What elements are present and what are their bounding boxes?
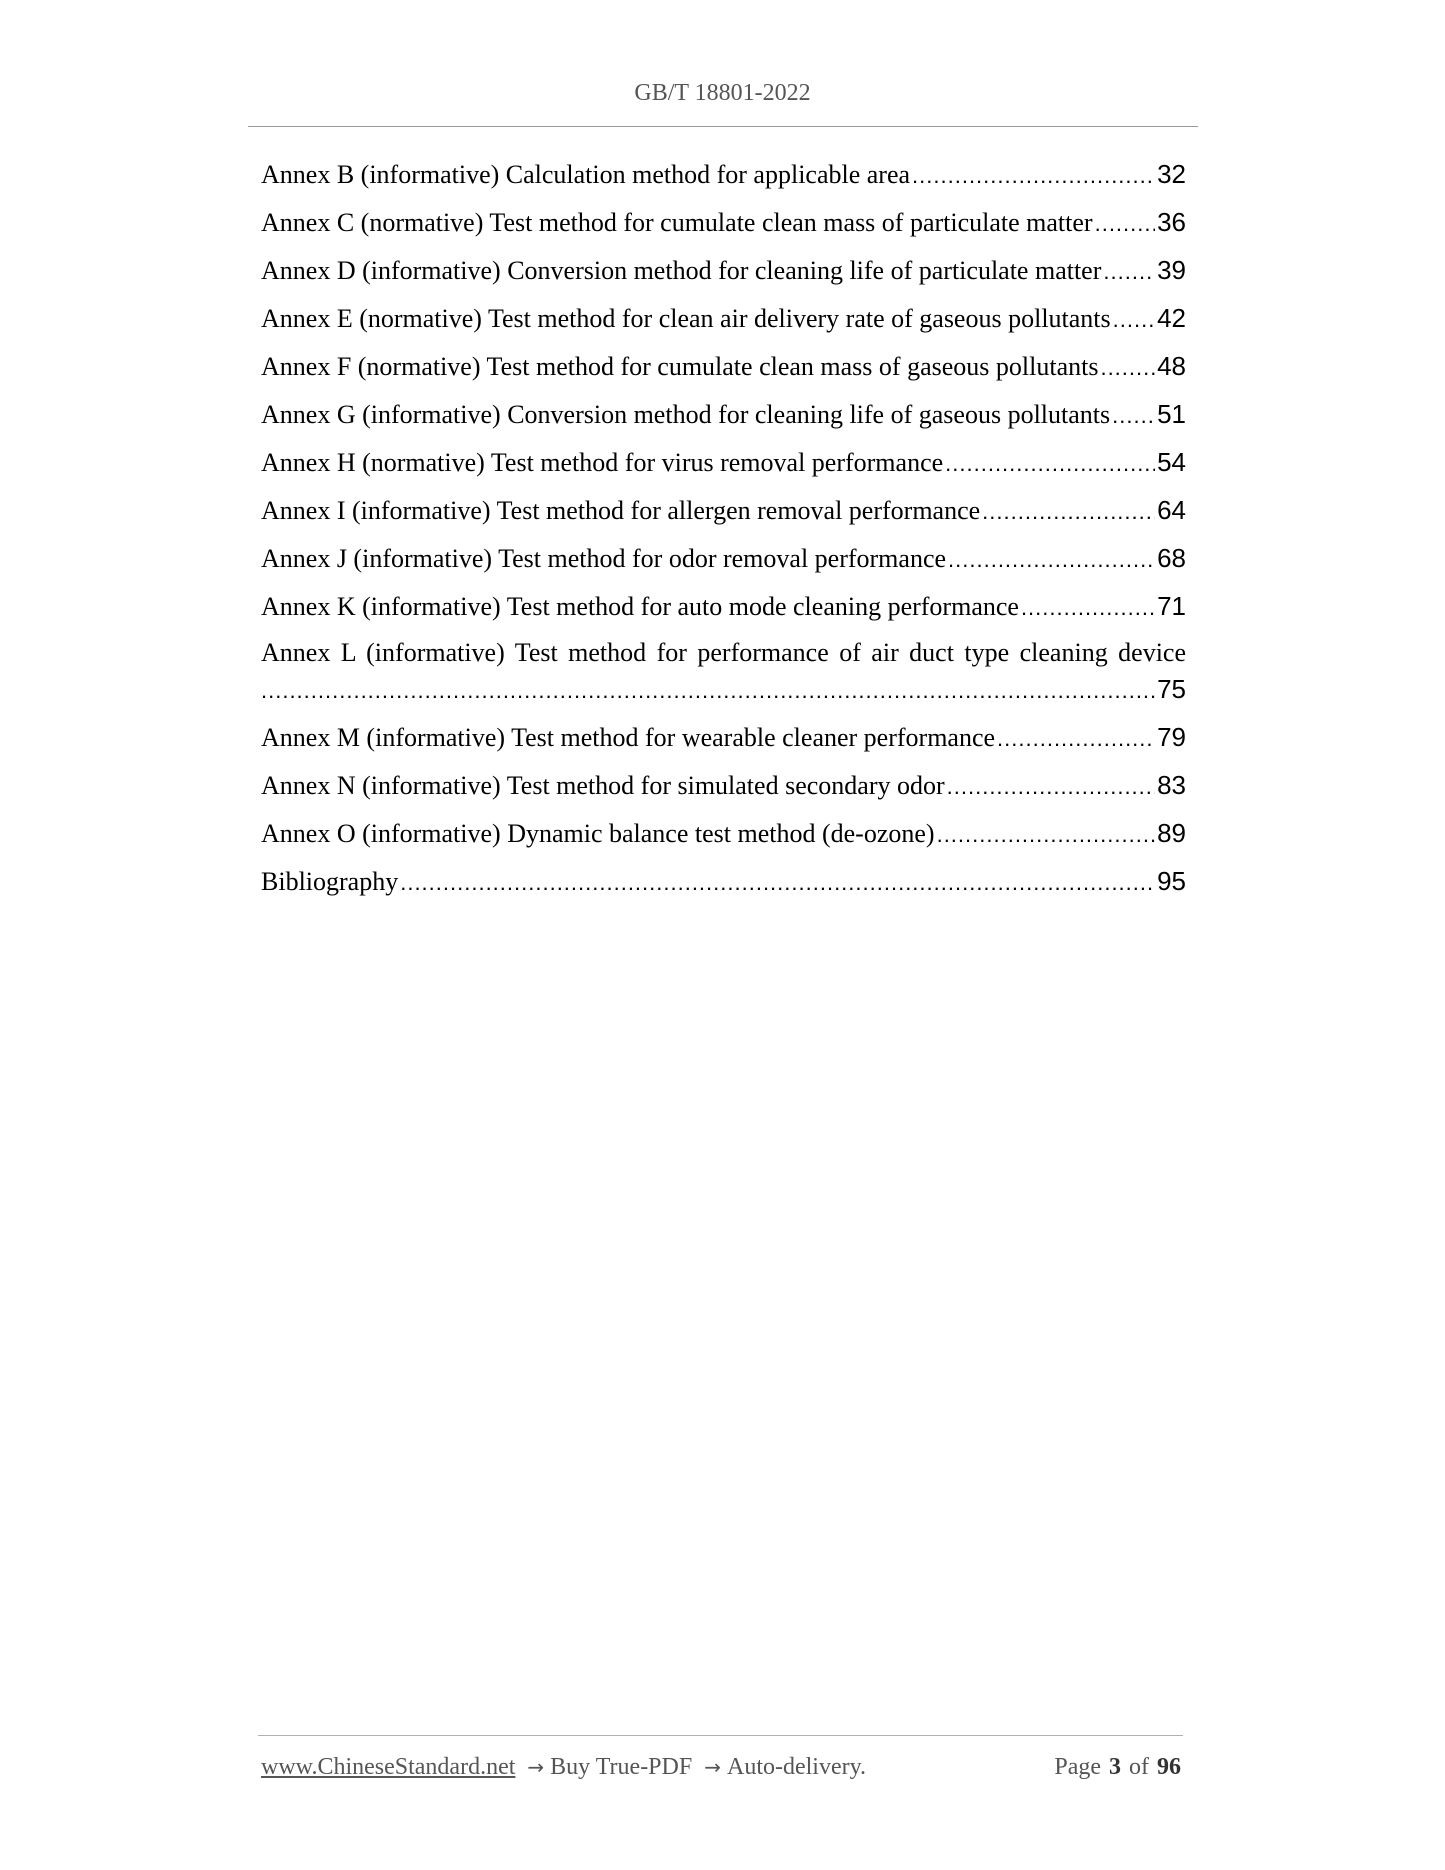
table-of-contents [261, 155, 1186, 910]
toc-entry-bibliography[interactable] [261, 862, 1186, 910]
toc-leader-dots [1100, 349, 1155, 387]
arrow-right-icon: → [704, 1755, 721, 1779]
toc-entry-label: Annex K (informative) Test method for auto mode cleaning performance [261, 592, 1019, 621]
toc-leader-dots [261, 672, 1155, 710]
toc-entry-label: Annex F (normative) Test method for cumulate clean mass of gaseous pollutants [261, 352, 1099, 381]
toc-leader-dots [1095, 205, 1155, 243]
toc-entry-label: Annex D (informative) Conversion method for cleaning life of particulate matter [261, 256, 1102, 285]
current-page-number: 3 [1109, 1754, 1121, 1780]
toc-leader-dots [1112, 397, 1155, 435]
document-id-header: GB/T 18801-2022 [634, 80, 811, 106]
of-word: of [1129, 1754, 1149, 1780]
toc-entry-page: 39 [1157, 255, 1186, 285]
toc-leader-dots [997, 720, 1155, 758]
toc-entry-annex-i[interactable] [261, 491, 1186, 539]
toc-leader-dots [948, 541, 1155, 579]
page-footer [261, 1754, 1181, 1781]
toc-entry-label: Bibliography [261, 867, 399, 896]
toc-entry-label: Annex C (normative) Test method for cumulate clean mass of particulate matter [261, 208, 1093, 237]
toc-entry-annex-j[interactable] [261, 539, 1186, 587]
toc-entry-label: Annex I (informative) Test method for allergen removal performance [261, 496, 981, 525]
toc-entry-page: 75 [1157, 674, 1186, 704]
toc-entry-label: Annex M (informative) Test method for wearable cleaner performance [261, 723, 996, 752]
toc-entry-annex-c[interactable] [261, 203, 1186, 251]
toc-entry-page: 64 [1157, 495, 1186, 525]
toc-leader-dots [982, 493, 1155, 531]
toc-entry-annex-o[interactable] [261, 814, 1186, 862]
toc-entry-page: 79 [1157, 722, 1186, 752]
toc-entry-page: 95 [1157, 866, 1186, 896]
toc-entry-label: Annex E (normative) Test method for clean air delivery rate of gaseous pollutants [261, 304, 1111, 333]
toc-entry-annex-b[interactable] [261, 155, 1186, 203]
toc-entry-annex-h[interactable] [261, 443, 1186, 491]
toc-entry-label: Annex H (normative) Test method for virus removal performance [261, 448, 944, 477]
toc-entry-annex-l[interactable] [261, 635, 1186, 718]
toc-leader-dots [937, 816, 1156, 854]
arrow-right-icon: → [527, 1755, 545, 1779]
toc-entry-page: 71 [1157, 591, 1186, 621]
toc-entry-page: 42 [1157, 303, 1186, 333]
toc-entry-page: 89 [1157, 818, 1186, 848]
toc-entry-annex-k[interactable] [261, 587, 1186, 635]
toc-leader-dots [912, 157, 1155, 195]
toc-entry-label: Annex O (informative) Dynamic balance test method (de-ozone) [261, 819, 935, 848]
page-word: Page [1054, 1754, 1101, 1780]
buy-true-pdf-text: Buy True-PDF [550, 1754, 693, 1780]
website-link[interactable]: www.ChineseStandard.net [261, 1754, 516, 1780]
toc-leader-dots [1113, 301, 1155, 339]
toc-entry-label: Annex B (informative) Calculation method for applicable area [261, 160, 911, 189]
toc-entry-page: 48 [1157, 351, 1186, 381]
toc-entry-annex-f[interactable] [261, 347, 1186, 395]
total-page-count: 96 [1157, 1754, 1181, 1780]
toc-entry-page: 54 [1157, 447, 1186, 477]
page-number-indicator [1054, 1754, 1181, 1781]
toc-entry-page: 36 [1157, 207, 1186, 237]
toc-entry-page: 68 [1157, 543, 1186, 573]
toc-entry-label: Annex J (informative) Test method for odor removal performance [261, 544, 947, 573]
toc-entry-page: 32 [1157, 159, 1186, 189]
footer-promo [261, 1754, 866, 1781]
toc-leader-dots [947, 768, 1155, 806]
toc-entry-annex-n[interactable] [261, 766, 1186, 814]
header-divider [248, 126, 1198, 127]
toc-leader-dots [1021, 589, 1155, 627]
toc-entry-page: 51 [1157, 399, 1186, 429]
footer-divider [258, 1735, 1183, 1736]
toc-entry-label: Annex L (informative) Test method for performance of air duct type cleaning device [261, 638, 1186, 667]
toc-leader-dots [400, 864, 1155, 902]
toc-entry-annex-e[interactable] [261, 299, 1186, 347]
auto-delivery-text: Auto-delivery. [726, 1754, 867, 1780]
toc-entry-annex-m[interactable] [261, 718, 1186, 766]
toc-leader-dots [945, 445, 1155, 483]
toc-entry-label: Annex N (informative) Test method for simulated secondary odor [261, 771, 945, 800]
toc-entry-annex-d[interactable] [261, 251, 1186, 299]
toc-entry-annex-g[interactable] [261, 395, 1186, 443]
toc-leader-dots [1103, 253, 1155, 291]
toc-entry-label: Annex G (informative) Conversion method for cleaning life of gaseous pollutants [261, 400, 1111, 429]
toc-entry-page: 83 [1157, 770, 1186, 800]
